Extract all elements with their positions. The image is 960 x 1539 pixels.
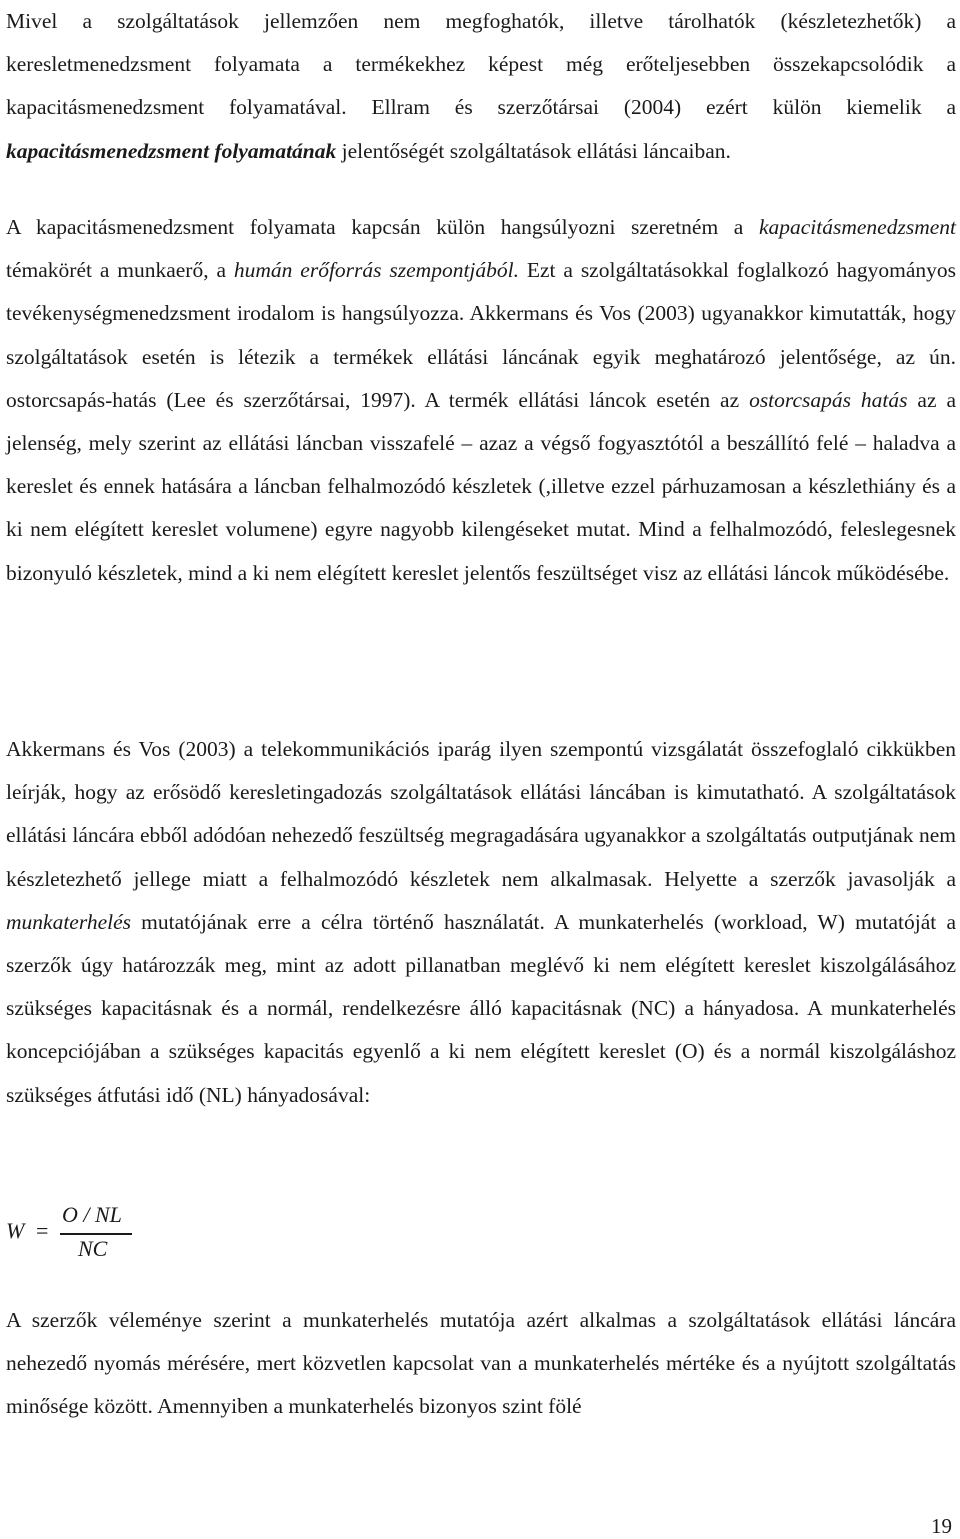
paragraph-1-text-1: Mivel a szolgáltatások jellemzően nem megfoghatók, illetve tárolhatók (készletezhetők) a keresletmenedzsment folyamata a termékekhez képest még erőteljesebben összekapcsolódik a kapacitásmenedzsment folyamatával. Ellram és szerzőtársai (2004) ezért külön kiemelik a bbox=[6, 9, 956, 120]
paragraph-2-italic-3: ostorcsapás hatás bbox=[749, 387, 908, 412]
formula-denominator: NC bbox=[78, 1236, 108, 1261]
formula-fraction-bar bbox=[60, 1233, 132, 1235]
paragraph-1-emphasis: kapacitásmenedzsment folyamatának bbox=[6, 138, 337, 163]
paragraph-3-text-2: mutatójának erre a célra történő használatát. A munkaterhelés (workload, W) mutatóját a szerzők úgy határozzák meg, mint az adott pillanatban meglévő ki nem elégített kereslet kiszolgálásához szükséges kapacitásnak és a normál, rendelkezésre álló kapacitásnak (NC) a hányadosa. A munkaterhelés koncepciójában a szükséges kapacitás egyenlő a ki nem elégített kereslet (O) és a normál kiszolgáláshoz szükséges átfutási idő (NL) hányadosával: bbox=[6, 909, 956, 1107]
workload-formula bbox=[6, 1198, 206, 1268]
formula-numerator: O / NL bbox=[62, 1202, 122, 1227]
paragraph-2-italic-2: humán erőforrás szempontjából. bbox=[233, 258, 519, 283]
paragraph-2-text-4: az a jelenség, mely szerint az ellátási láncban visszafelé – azaz a végső fogyasztótól a beszállító felé – haladva a kereslet és ennek hatására a láncban felhalmozódó készletek (,illetve ezzel párhuzamosan a készlethiány és a ki nem elégített kereslet volumene) egyre nagyobb kilengéseket mutat. Mind a felhalmozódó, feleslegesnek bizonyuló készletek, mind a ki nem elégített kereslet jelentős feszültséget visz az ellátási láncok működésébe. bbox=[6, 387, 956, 585]
paragraph-4-text-1: A szerzők véleménye szerint a munkaterhelés mutatója azért alkalmas a szolgáltatások ellátási láncára nehezedő nyomás mérésére, mert közvetlen kapcsolat van a munkaterhelés mértéke és a nyújtott szolgáltatás minősége között. Amennyiben a munkaterhelés bizonyos szint fölé bbox=[6, 1308, 956, 1419]
paragraph-2-text-2: témakörét a munkaerő, a bbox=[6, 258, 234, 283]
paragraph-2-text-3: Ezt a szolgáltatásokkal foglalkozó hagyományos tevékenységmenedzsment irodalom is hangsúlyozza. Akkermans és Vos (2003) ugyanakkor kimutatták, hogy szolgáltatások esetén is létezik a termékek ellátási láncának egyik meghatározó jelentősége, az ún. ostorcsapás-hatás (Lee és szerzőtársai, 1997). A termék ellátási láncok esetén az bbox=[6, 258, 956, 412]
formula-lhs: W bbox=[6, 1218, 25, 1243]
paragraph-4 bbox=[6, 1299, 956, 1429]
page-number: 19 bbox=[931, 1514, 952, 1538]
paragraph-3-text-1: Akkermans és Vos (2003) a telekommunikációs iparág ilyen szempontú vizsgálatát összefoglaló cikkükben leírják, hogy az erősödő keresletingadozás szolgáltatások ellátási láncában is kimutatható. A szolgáltatások ellátási láncára ebből adódóan nehezedő feszültség megragadására ugyanakkor a szolgáltatás outputjának nem készletezhető jellege miatt a felhalmozódó készletek nem alkalmasak. Helyette a szerzők javasolják a bbox=[6, 737, 956, 891]
paragraph-2-text-1: A kapacitásmenedzsment folyamata kapcsán külön hangsúlyozni szeretném a bbox=[6, 215, 759, 239]
formula-equals: = bbox=[36, 1218, 49, 1243]
paragraph-1-text-2: jelentőségét szolgáltatások ellátási láncaiban. bbox=[336, 138, 731, 163]
paragraph-3-italic-1: munkaterhelés bbox=[6, 909, 131, 934]
paragraph-3 bbox=[6, 728, 956, 1117]
paragraph-1 bbox=[6, 0, 956, 173]
paragraph-2 bbox=[6, 206, 956, 595]
paragraph-2-italic-1: kapacitásmenedzsment bbox=[758, 215, 956, 239]
